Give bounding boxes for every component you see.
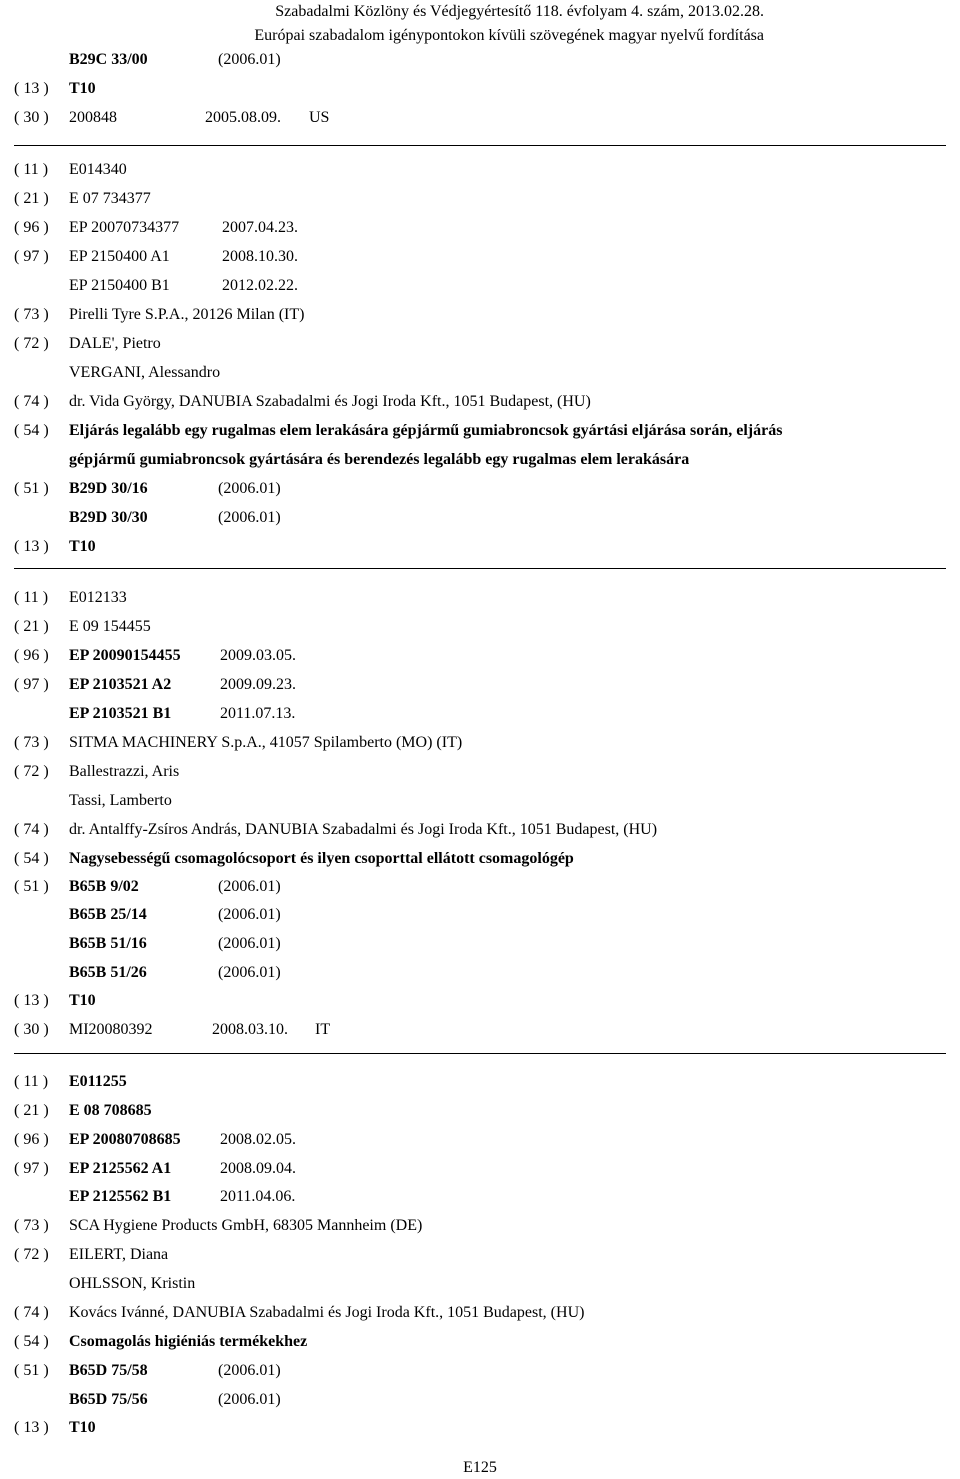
publication-number: E011255	[69, 1073, 127, 1090]
inid-code: ( 11 )	[14, 1073, 49, 1090]
inid-code: ( 74 )	[14, 1304, 49, 1321]
ipc-version: (2006.01)	[218, 964, 281, 981]
ipc-code: B65B 51/16	[69, 935, 147, 952]
ep-application-date: 2009.03.05.	[220, 647, 296, 664]
ipc-version: (2006.01)	[218, 935, 281, 952]
inid-code: ( 54 )	[14, 850, 49, 867]
ep-publication-b1: EP 2150400 B1	[69, 277, 170, 294]
inid-code: ( 74 )	[14, 821, 49, 838]
priority-number: MI20080392	[69, 1021, 153, 1038]
ep-publication-a2: EP 2103521 A2	[69, 676, 172, 693]
ipc-code: B65D 75/56	[69, 1391, 148, 1408]
ipc-version: (2006.01)	[218, 1362, 281, 1379]
inid-code: ( 30 )	[14, 109, 49, 126]
invention-title: Eljárás legalább egy rugalmas elem lerakására gépjármű gumiabroncsok gyártási eljárása során, eljárás	[69, 422, 783, 439]
ipc-version: (2006.01)	[218, 878, 281, 895]
inid-code: ( 21 )	[14, 190, 49, 207]
publication-number: E012133	[69, 589, 127, 606]
separator-line	[14, 1053, 946, 1054]
inid-code: ( 21 )	[14, 1102, 49, 1119]
separator-line	[14, 145, 946, 146]
kind-code: T10	[69, 992, 96, 1009]
inventor: DALE', Pietro	[69, 335, 161, 352]
inid-code: ( 72 )	[14, 763, 49, 780]
inid-code: ( 96 )	[14, 219, 49, 236]
inid-code: ( 13 )	[14, 538, 49, 555]
ep-publication-b1-date: 2012.02.22.	[222, 277, 298, 294]
ep-application-number: EP 20080708685	[69, 1131, 181, 1148]
inid-code: ( 72 )	[14, 1246, 49, 1263]
inid-code: ( 73 )	[14, 734, 49, 751]
invention-title-continued: gépjármű gumiabroncsok gyártására és berendezés legalább egy rugalmas elem lerakására	[69, 451, 690, 468]
ep-application-number: EP 20070734377	[69, 219, 180, 236]
inid-code: ( 97 )	[14, 1160, 49, 1177]
inid-code: ( 97 )	[14, 248, 49, 265]
ep-publication-a1-date: 2008.09.04.	[220, 1160, 296, 1177]
inid-code: ( 73 )	[14, 306, 49, 323]
inid-code: ( 96 )	[14, 647, 49, 664]
separator-line	[14, 568, 946, 569]
ep-publication-b1-date: 2011.07.13.	[220, 705, 296, 722]
kind-code: T10	[69, 538, 96, 555]
priority-country: IT	[315, 1021, 331, 1038]
inid-code: ( 13 )	[14, 992, 49, 1009]
journal-title: Szabadalmi Közlöny és Védjegyértesítő 118. évfolyam 4. szám, 2013.02.28.	[275, 3, 764, 20]
section-title: Európai szabadalom igénypontokon kívüli szövegének magyar nyelvű fordítása	[254, 27, 764, 44]
proprietor: SITMA MACHINERY S.p.A., 41057 Spilamberto (MO) (IT)	[69, 734, 463, 751]
inid-code: ( 54 )	[14, 422, 49, 439]
inid-code: ( 97 )	[14, 676, 49, 693]
application-number: E 07 734377	[69, 190, 151, 207]
inid-code: ( 11 )	[14, 589, 49, 606]
ep-publication-b1: EP 2125562 B1	[69, 1188, 172, 1205]
ipc-code: B65D 75/58	[69, 1362, 148, 1379]
invention-title: Nagysebességű csomagolócsoport és ilyen csoporttal ellátott csomagológép	[69, 850, 574, 867]
inventor: OHLSSON, Kristin	[69, 1275, 196, 1292]
representative: Kovács Ivánné, DANUBIA Szabadalmi és Jogi Iroda Kft., 1051 Budapest, (HU)	[69, 1304, 585, 1321]
proprietor: Pirelli Tyre S.P.A., 20126 Milan (IT)	[69, 306, 305, 323]
publication-number: E014340	[69, 161, 127, 178]
ipc-code: B65B 51/26	[69, 964, 147, 981]
ep-publication-a1: EP 2150400 A1	[69, 248, 170, 265]
inid-code: ( 96 )	[14, 1131, 49, 1148]
inid-code: ( 11 )	[14, 161, 49, 178]
inid-code: ( 73 )	[14, 1217, 49, 1234]
inventor: VERGANI, Alessandro	[69, 364, 221, 381]
kind-code: T10	[69, 80, 96, 97]
inventor: Ballestrazzi, Aris	[69, 763, 180, 780]
proprietor: SCA Hygiene Products GmbH, 68305 Mannheim (DE)	[69, 1217, 423, 1234]
application-number: E 09 154455	[69, 618, 151, 635]
ipc-code: B65B 9/02	[69, 878, 139, 895]
ipc-version: (2006.01)	[218, 509, 281, 526]
inid-code: ( 51 )	[14, 480, 49, 497]
ipc-version: (2006.01)	[218, 906, 281, 923]
inid-code: ( 51 )	[14, 878, 49, 895]
ipc-code: B29C 33/00	[69, 51, 148, 68]
inventor: Tassi, Lamberto	[69, 792, 172, 809]
priority-date: 2005.08.09.	[205, 109, 281, 126]
inid-code: ( 51 )	[14, 1362, 49, 1379]
ipc-version: (2006.01)	[218, 1391, 281, 1408]
inid-code: ( 30 )	[14, 1021, 49, 1038]
inid-code: ( 74 )	[14, 393, 49, 410]
ep-publication-b1-date: 2011.04.06.	[220, 1188, 296, 1205]
ep-application-date: 2007.04.23.	[222, 219, 298, 236]
ipc-code: B65B 25/14	[69, 906, 147, 923]
representative: dr. Antalffy-Zsíros András, DANUBIA Szabadalmi és Jogi Iroda Kft., 1051 Budapest, (HU)	[69, 821, 658, 838]
ep-application-number: EP 20090154455	[69, 647, 181, 664]
ipc-version: (2006.01)	[218, 51, 281, 68]
ep-publication-a2-date: 2009.09.23.	[220, 676, 296, 693]
ep-application-date: 2008.02.05.	[220, 1131, 296, 1148]
ep-publication-a1: EP 2125562 A1	[69, 1160, 172, 1177]
ipc-code: B29D 30/16	[69, 480, 148, 497]
inid-code: ( 54 )	[14, 1333, 49, 1350]
inventor: EILERT, Diana	[69, 1246, 169, 1263]
inid-code: ( 13 )	[14, 80, 49, 97]
priority-number: 200848	[69, 109, 117, 126]
representative: dr. Vida György, DANUBIA Szabadalmi és Jogi Iroda Kft., 1051 Budapest, (HU)	[69, 393, 591, 410]
inid-code: ( 21 )	[14, 618, 49, 635]
inid-code: ( 72 )	[14, 335, 49, 352]
ipc-code: B29D 30/30	[69, 509, 148, 526]
priority-date: 2008.03.10.	[212, 1021, 288, 1038]
priority-country: US	[309, 109, 330, 126]
ipc-version: (2006.01)	[218, 480, 281, 497]
page-number: E125	[463, 1459, 497, 1476]
inid-code: ( 13 )	[14, 1419, 49, 1436]
kind-code: T10	[69, 1419, 96, 1436]
ep-publication-a1-date: 2008.10.30.	[222, 248, 298, 265]
invention-title: Csomagolás higiéniás termékekhez	[69, 1333, 308, 1350]
ep-publication-b1: EP 2103521 B1	[69, 705, 172, 722]
page-header	[254, 0, 764, 48]
application-number: E 08 708685	[69, 1102, 152, 1119]
